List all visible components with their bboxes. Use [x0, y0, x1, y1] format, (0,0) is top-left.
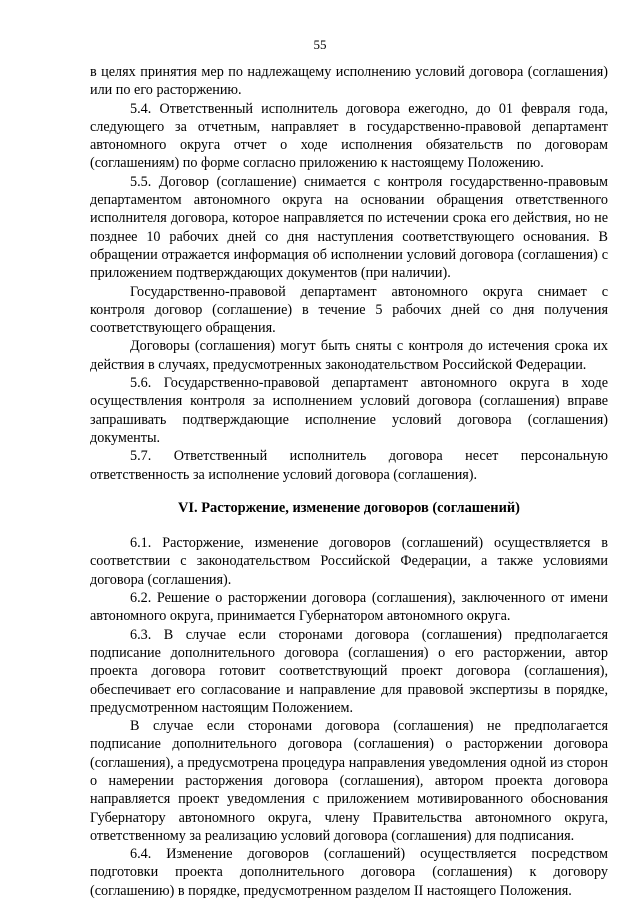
paragraph: 6.4. Изменение договоров (соглашений) осуществляется посредством подготовки проекта дополнительного договора (соглашения) к договору (соглашению) в порядке, предусмотренном разделом II настоящего Положения. [90, 846, 608, 899]
paragraphs-before-section [90, 63, 608, 484]
paragraph: 6.2. Решение о расторжении договора (соглашения), заключенного от имени автономного округа, принимается Губернатором автономного округа. [90, 590, 608, 625]
paragraph: В случае если сторонами договора (соглашения) не предполагается подписание дополнительного договора (соглашения) о расторжении договора (соглашения), а предусмотрена процедура направления уведомления одной из сторон о намерении расторжения договора (соглашения), автором проекта договора направляется проект уведомления с приложением мотивированного обоснования Губернатору автономного округа, члену Правительства автономного округа, ответственному за реализацию условий договора (соглашения) для подписания. [90, 718, 608, 844]
document-body [90, 63, 608, 900]
paragraph: Договоры (соглашения) могут быть сняты с контроля до истечения срока их действия в случаях, предусмотренных законодательством Российской Федерации. [90, 338, 608, 373]
page-number: 55 [313, 37, 327, 52]
paragraphs-after-section [90, 534, 608, 900]
paragraph: 5.6. Государственно-правовой департамент автономного округа в ходе осуществления контроля за исполнением условий договора (соглашения) вправе запрашивать подтверждающие исполнение условий договора (соглашения) документы. [90, 375, 608, 446]
section-heading: VI. Расторжение, изменение договоров (соглашений) [178, 499, 520, 516]
paragraph: 5.7. Ответственный исполнитель договора несет персональную ответственность за исполнение условий договора (соглашения). [90, 448, 608, 483]
paragraph: 5.4. Ответственный исполнитель договора ежегодно, до 01 февраля года, следующего за отчетным, направляет в государственно-правовой департамент автономного округа отчет о ходе исполнения обязательств по договорам (соглашениям) по форме согласно приложению к настоящему Положению. [90, 100, 608, 172]
paragraph: Государственно-правовой департамент автономного округа снимает с контроля договор (соглашение) в течение 5 рабочих дней со дня получения соответствующего обращения. [90, 283, 608, 337]
paragraph: 6.1. Расторжение, изменение договоров (соглашений) осуществляется в соответствии с законодательством Российской Федерации, а также условиями договора (соглашения). [90, 535, 608, 588]
paragraph: 6.3. В случае если сторонами договора (соглашения) предполагается подписание дополнительного договора (соглашения) о его расторжении, автор проекта договора готовит соответствующий проект договора (соглашения), обеспечивает его согласование и направление для правовой экспертизы в порядке, предусмотренном настоящим Положением. [90, 626, 608, 716]
paragraph: 5.5. Договор (соглашение) снимается с контроля государственно-правовым департаментом автономного округа на основании обращения ответственного исполнителя договора, которое направляется по истечении срока его действия, но не позднее 10 рабочих дней со дня наступления соответствующего основания. В обращении отражается информация об исполнении условий договора (соглашения) с приложением подтверждающих документов (при наличии). [90, 173, 608, 282]
paragraph: в целях принятия мер по надлежащему исполнению условий договора (соглашения) или по его расторжению. [90, 64, 608, 99]
